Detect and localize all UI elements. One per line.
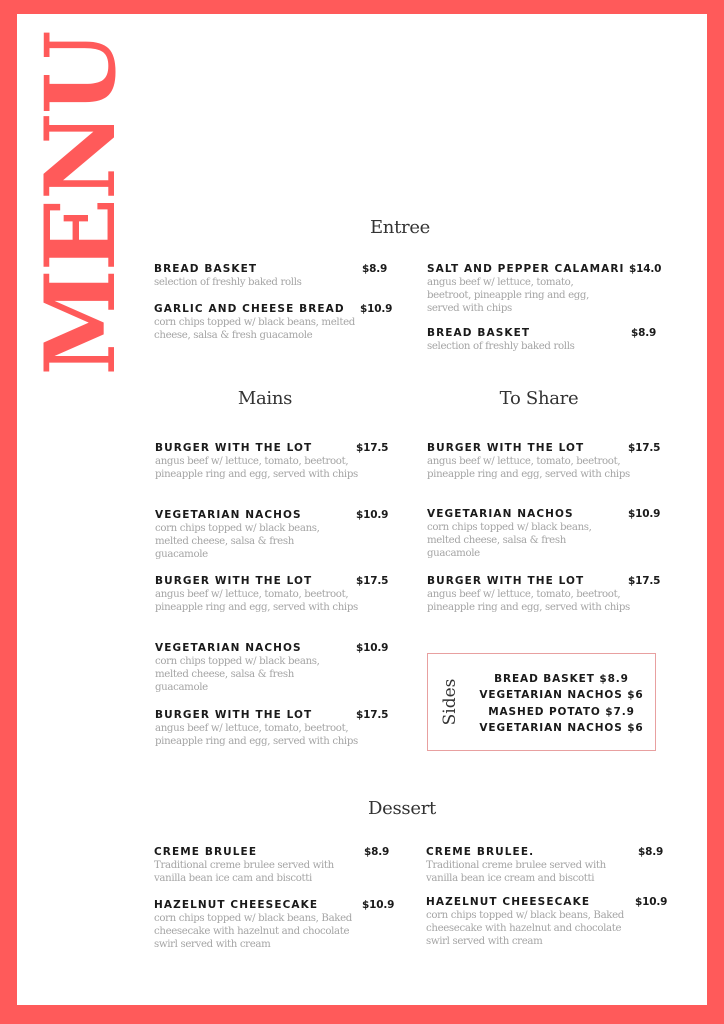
item-desc: angus beef w/ lettuce, tomato, beetroot, pineapple ring and egg, served with chips: [427, 456, 630, 480]
item-price: $14.0: [629, 263, 662, 275]
item-name: CREME BRULEE.: [426, 846, 535, 858]
item-price: $8.9: [638, 846, 664, 858]
item-desc: angus beef w/ lettuce, tomato, beetroot, pineapple ring and egg, served with chips: [155, 723, 358, 747]
item-desc: Traditional creme brulee served with vanilla bean ice cream and biscotti: [426, 860, 606, 884]
menu-item: [155, 641, 387, 694]
item-desc: corn chips topped w/ black beans, Baked cheesecake with hazelnut and chocolate swirl served with cream: [426, 910, 624, 947]
item-name: BREAD BASKET: [427, 327, 531, 339]
item-desc: corn chips topped w/ black beans, melted cheese, salsa & fresh guacamole: [155, 523, 320, 560]
item-price: $8.9: [631, 327, 657, 339]
item-price: $10.9: [362, 899, 395, 911]
sides-heading: [437, 654, 463, 750]
item-price: $17.5: [356, 575, 389, 587]
item-desc: Traditional creme brulee served with vanilla bean ice cam and biscotti: [154, 860, 334, 884]
item-price: $17.5: [356, 709, 389, 721]
item-name: VEGETARIAN NACHOS: [155, 642, 302, 654]
menu-item: [427, 326, 659, 353]
item-desc: corn chips topped w/ black beans, melted cheese, salsa & fresh guacamole: [154, 317, 355, 341]
sides-item: VEGETARIAN NACHOS $6: [479, 721, 644, 734]
item-name: CREME BRULEE: [154, 846, 258, 858]
item-price: $17.5: [628, 442, 661, 454]
menu-item: [155, 441, 387, 481]
item-price: $10.9: [360, 303, 393, 315]
menu-item: [154, 845, 390, 885]
sides-box: [427, 653, 656, 751]
item-name: BURGER WITH THE LOT: [427, 575, 585, 587]
sides-list: [472, 671, 651, 736]
item-price: $10.9: [356, 509, 389, 521]
heading-to-share: To Share: [499, 388, 579, 409]
item-desc: selection of freshly baked rolls: [427, 341, 575, 352]
item-name: BURGER WITH THE LOT: [155, 575, 313, 587]
item-price: $17.5: [628, 575, 661, 587]
item-name: BURGER WITH THE LOT: [155, 442, 313, 454]
item-name: BURGER WITH THE LOT: [427, 442, 585, 454]
item-desc: selection of freshly baked rolls: [154, 277, 302, 288]
menu-item: [427, 574, 659, 614]
item-name: HAZELNUT CHEESECAKE: [154, 899, 319, 911]
menu-item: [154, 262, 386, 289]
item-name: BREAD BASKET: [154, 263, 258, 275]
heading-entree: Entree: [369, 217, 431, 238]
item-name: HAZELNUT CHEESECAKE: [426, 896, 591, 908]
menu-item: [427, 507, 659, 560]
item-desc: angus beef w/ lettuce, tomato, beetroot, pineapple ring and egg, served with chips: [155, 456, 358, 480]
item-name: VEGETARIAN NACHOS: [427, 508, 574, 520]
item-name: VEGETARIAN NACHOS: [155, 509, 302, 521]
item-price: $8.9: [364, 846, 390, 858]
item-desc: corn chips topped w/ black beans, melted cheese, salsa & fresh guacamole: [155, 656, 320, 693]
item-price: $8.9: [362, 263, 388, 275]
sides-heading-text: Sides: [440, 678, 460, 726]
item-desc: angus beef w/ lettuce, tomato, beetroot, pineapple ring and egg, served with chips: [155, 589, 358, 613]
item-name: BURGER WITH THE LOT: [155, 709, 313, 721]
menu-item: [426, 895, 668, 948]
item-price: $10.9: [628, 508, 661, 520]
heading-mains: Mains: [237, 388, 293, 409]
item-price: $17.5: [356, 442, 389, 454]
menu-item: [154, 898, 395, 951]
item-desc: angus beef w/ lettuce, tomato, beetroot, pineapple ring and egg, served with chips: [427, 589, 630, 613]
menu-item: [155, 574, 387, 614]
item-name: GARLIC AND CHEESE BREAD: [154, 303, 345, 315]
item-desc: corn chips topped w/ black beans, Baked cheesecake with hazelnut and chocolate swirl served with cream: [154, 913, 352, 950]
menu-item: [155, 708, 387, 748]
menu-item: [426, 845, 664, 885]
item-price: $10.9: [635, 896, 668, 908]
menu-item: [155, 508, 387, 561]
item-name: SALT AND PEPPER CALAMARI: [427, 263, 625, 275]
heading-dessert: Dessert: [368, 798, 436, 819]
item-desc: angus beef w/ lettuce, tomato, beetroot, pineapple ring and egg, served with chips: [427, 277, 589, 314]
menu-item: [154, 302, 393, 342]
item-price: $10.9: [356, 642, 389, 654]
sides-item: MASHED POTATO $7.9: [488, 705, 635, 718]
menu-item: [427, 262, 662, 315]
sides-item: BREAD BASKET $8.9: [494, 673, 629, 685]
menu-title: [24, 32, 137, 376]
item-desc: corn chips topped w/ black beans, melted cheese, salsa & fresh guacamole: [427, 522, 592, 559]
sides-item: VEGETARIAN NACHOS $6: [479, 689, 644, 702]
menu-item: [427, 441, 659, 481]
menu-title-text: MENU: [24, 32, 137, 376]
